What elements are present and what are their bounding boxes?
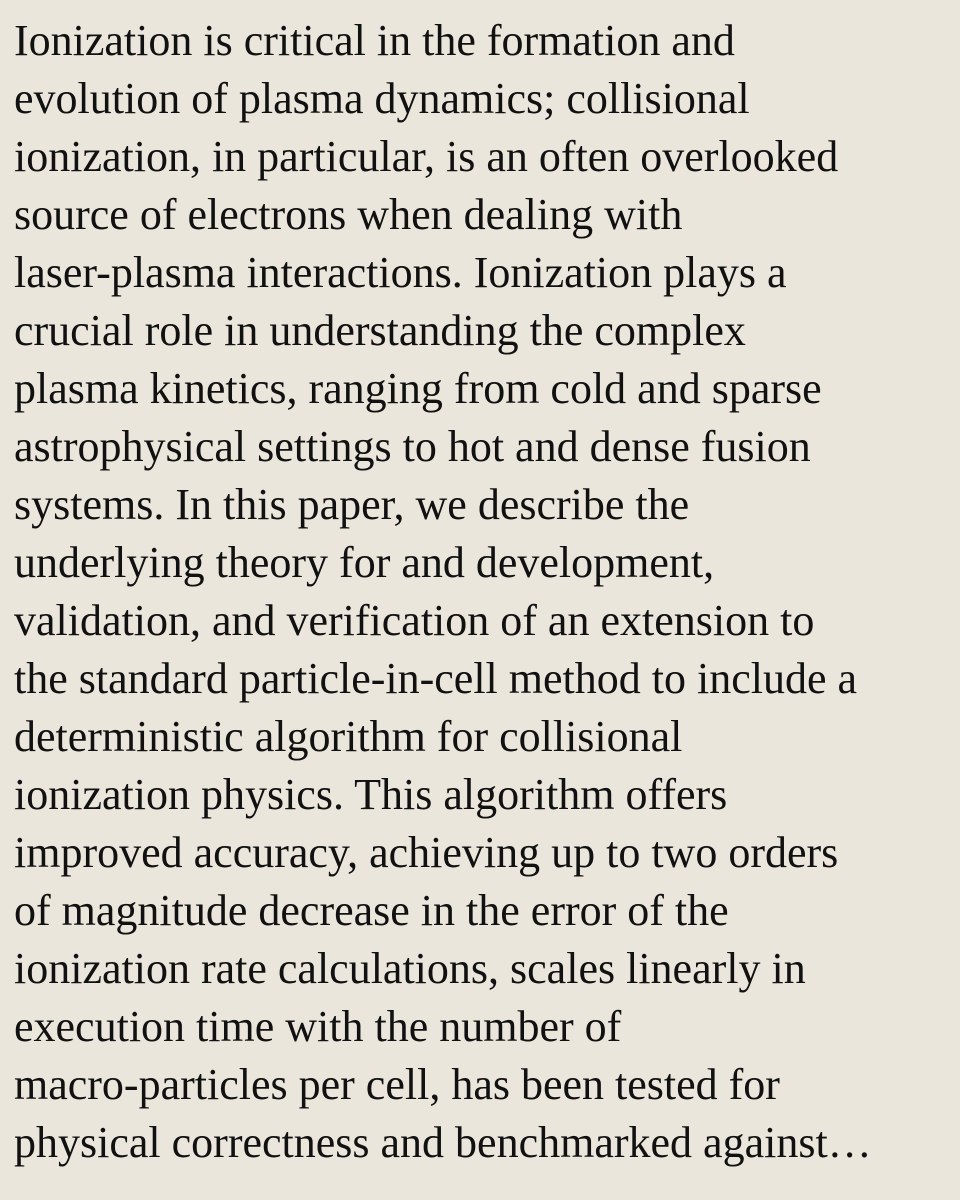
text-line-11: validation, and verification of an extension to [14, 596, 815, 645]
text-line-19: macro-particles per cell, has been tested for [14, 1060, 780, 1109]
text-line-1: Ionization is critical in the formation and [14, 16, 735, 65]
text-line-10: underlying theory for and development, [14, 538, 715, 587]
text-line-9: systems. In this paper, we describe the [14, 480, 690, 529]
text-line-13: deterministic algorithm for collisional [14, 712, 683, 761]
text-line-5: laser-plasma interactions. Ionization plays a [14, 248, 787, 297]
text-line-16: of magnitude decrease in the error of the [14, 886, 729, 935]
text-line-4: source of electrons when dealing with [14, 190, 683, 239]
text-line-17: ionization rate calculations, scales linearly in [14, 944, 806, 993]
text-line-20: physical correctness and benchmarked against… [14, 1118, 872, 1167]
text-line-14: ionization physics. This algorithm offers [14, 770, 728, 819]
text-line-15: improved accuracy, achieving up to two orders [14, 828, 839, 877]
text-line-8: astrophysical settings to hot and dense fusion [14, 422, 811, 471]
text-line-3: ionization, in particular, is an often overlooked [14, 132, 839, 181]
abstract-text [14, 12, 954, 1172]
text-line-7: plasma kinetics, ranging from cold and sparse [14, 364, 822, 413]
text-line-12: the standard particle-in-cell method to include a [14, 654, 858, 703]
text-line-6: crucial role in understanding the complex [14, 306, 746, 355]
text-line-2: evolution of plasma dynamics; collisional [14, 74, 750, 123]
text-line-18: execution time with the number of [14, 1002, 622, 1051]
